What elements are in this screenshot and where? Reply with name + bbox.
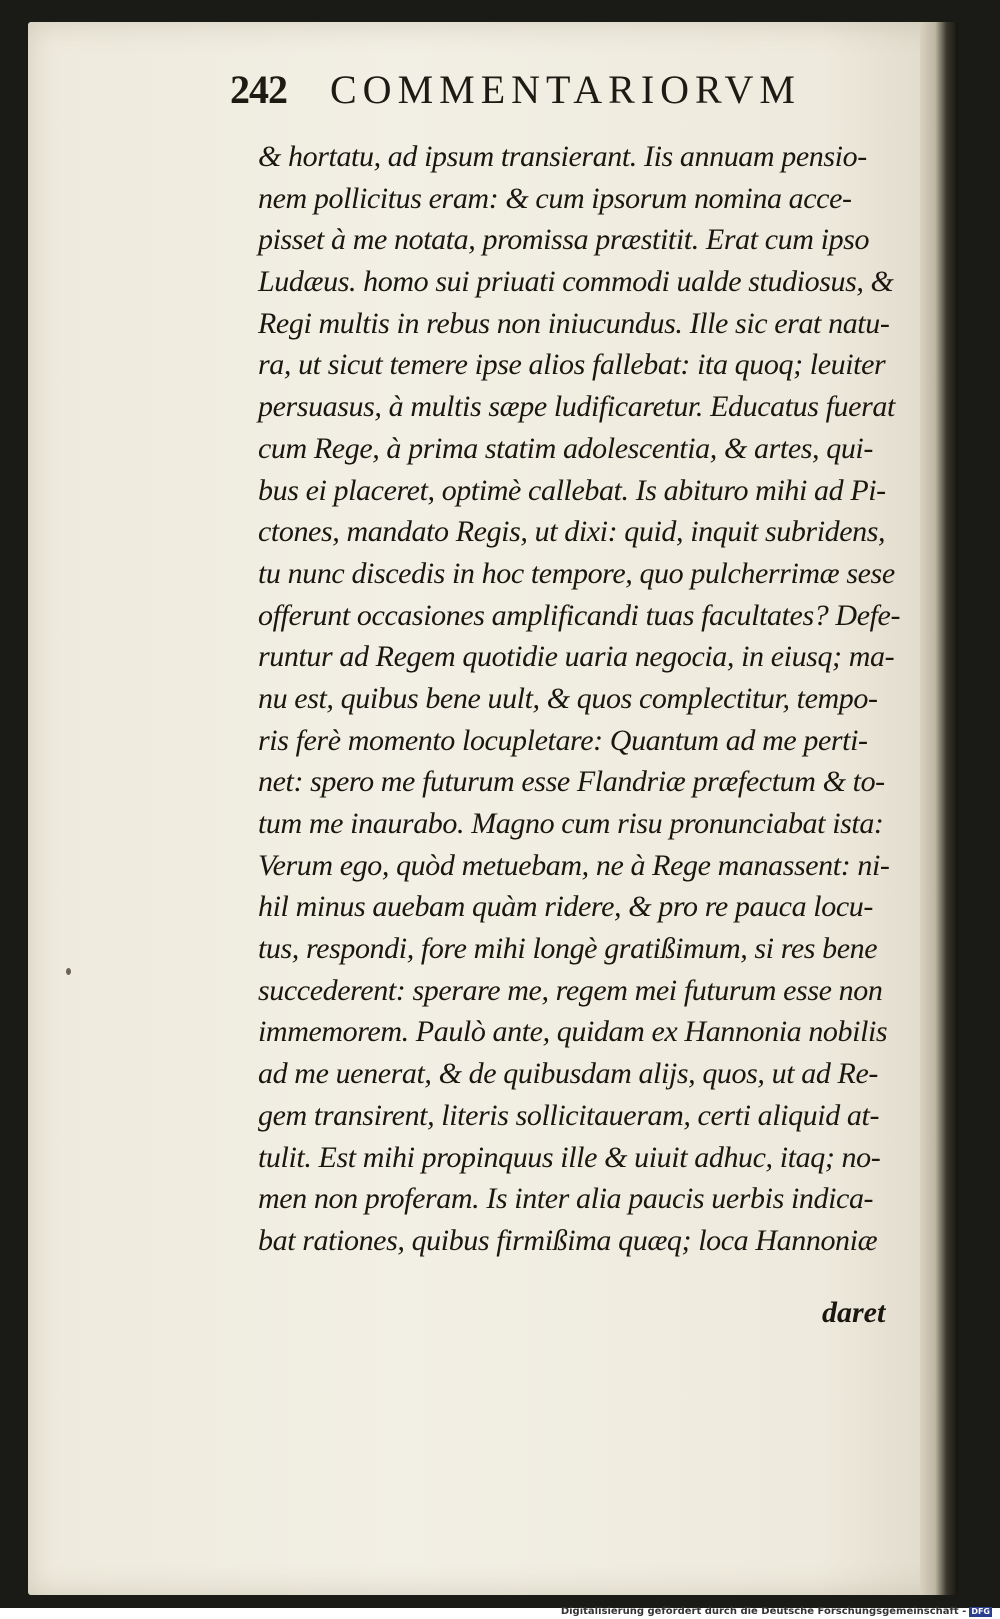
footer-credit-text: Digitalisierung gefördert durch die Deutsche Forschungsgemeinschaft - bbox=[560, 1606, 967, 1617]
text-line: tulit. Est mihi propinquus ille & uiuit adhuc, itaq; no- bbox=[258, 1140, 881, 1174]
text-line: tum me inaurabo. Magno cum risu pronunciabat ista: bbox=[258, 807, 884, 840]
text-line: runtur ad Regem quotidie uaria negocia, in eiusq; ma- bbox=[258, 640, 895, 674]
text-line: & hortatu, ad ipsum transierant. Iis annuam pensio- bbox=[258, 140, 867, 173]
margin-mark bbox=[66, 968, 71, 975]
text-line: net: spero me futurum esse Flandriæ præfectum & to- bbox=[258, 765, 885, 799]
dfg-logo: DFG bbox=[971, 1606, 990, 1616]
text-line: ad me uenerat, & de quibusdam alijs, quos, ut ad Re- bbox=[258, 1057, 878, 1091]
text-line: gem transirent, literis sollicitaueram, certi aliquid at- bbox=[258, 1098, 880, 1132]
text-line: ctones, mandato Regis, ut dixi: quid, inquit subridens, bbox=[258, 515, 886, 549]
text-line: offerunt occasiones amplificandi tuas facultates? Defe- bbox=[258, 598, 901, 632]
text-line: tu nunc discedis in hoc tempore, quo pulcherrimæ sese bbox=[258, 556, 895, 590]
text-line: hil minus auebam quàm ridere, & pro re pauca locu- bbox=[258, 890, 873, 924]
body-text bbox=[258, 136, 926, 1262]
text-line: men non proferam. Is inter alia paucis uerbis indica- bbox=[258, 1182, 874, 1216]
text-line: nu est, quibus bene uult, & quos complectitur, tempo- bbox=[258, 681, 878, 715]
text-line: cum Rege, à prima statim adolescentia, & artes, qui- bbox=[258, 431, 873, 465]
text-line: persuasus, à multis sæpe ludificaretur. Educatus fuerat bbox=[258, 390, 895, 424]
text-line: bat rationes, quibus firmißima quæq; loca Hannoniæ bbox=[258, 1223, 878, 1257]
footer-credit bbox=[561, 1606, 992, 1617]
text-line: ra, ut sicut temere ipse alios fallebat: ita quoq; leuiter bbox=[258, 348, 886, 382]
running-title: COMMENTARIORVM bbox=[330, 67, 801, 112]
text-line: nem pollicitus eram: & cum ipsorum nomina acce- bbox=[258, 181, 852, 215]
text-line: ris ferè momento locupletare: Quantum ad me perti- bbox=[258, 723, 868, 757]
text-line: immemorem. Paulò ante, quidam ex Hannonia nobilis bbox=[258, 1015, 888, 1049]
catchword: daret bbox=[822, 1296, 886, 1329]
text-line: pisset à me notata, promissa præstitit. Erat cum ipso bbox=[258, 223, 870, 257]
running-head bbox=[230, 66, 870, 126]
text-line: Verum ego, quòd metuebam, ne à Rege manassent: ni- bbox=[258, 848, 890, 882]
text-line: bus ei placeret, optimè callebat. Is abituro mihi ad Pi- bbox=[258, 473, 886, 507]
page-number: 242 bbox=[230, 67, 287, 112]
text-line: Regi multis in rebus non iniucundus. Ille sic erat natu- bbox=[258, 306, 890, 340]
text-line: Ludæus. homo sui priuati commodi ualde studiosus, & bbox=[258, 265, 894, 299]
text-line: tus, respondi, fore mihi longè gratißimum, si res bene bbox=[258, 932, 878, 966]
text-line: succederent: sperare me, regem mei futurum esse non bbox=[258, 973, 883, 1007]
